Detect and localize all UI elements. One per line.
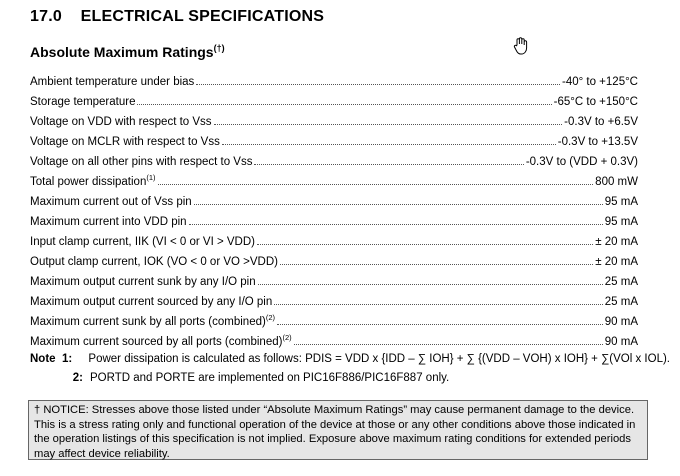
rating-row (30, 268, 638, 288)
dot-leader (196, 84, 560, 85)
rating-label-text: Maximum output current sunk by any I/O pin (30, 276, 256, 288)
rating-value: 90 mA (604, 316, 638, 328)
rating-value: -40° to +125°C (561, 76, 638, 88)
note-text: PORTD and PORTE are implemented on PIC16F886/PIC16F887 only. (90, 371, 450, 384)
rating-label-text: Maximum current sourced by all ports (combined) (30, 336, 283, 348)
rating-label (30, 156, 252, 168)
rating-label (30, 296, 272, 308)
rating-row (30, 68, 638, 88)
dot-leader (222, 144, 556, 145)
rating-label (30, 196, 192, 208)
dot-leader (189, 224, 603, 225)
rating-label-text: Voltage on all other pins with respect to Vss (30, 156, 253, 168)
note-text: Power dissipation is calculated as follows: PDIS = VDD x {IDD – ∑ IOH} + ∑ {(VDD – VOH) x IOH} + ∑(VOl x IOL). (88, 352, 670, 365)
section-number: 17.0 (30, 8, 62, 25)
rating-label (30, 216, 187, 228)
subsection-footnote-marker: (†) (213, 43, 225, 53)
rating-row (30, 288, 638, 308)
rating-label-text: Output clamp current, IOK (VO < 0 or VO >VDD) (30, 256, 278, 268)
rating-label-text: Maximum output current sourced by any I/O pin (30, 296, 273, 308)
rating-value: 95 mA (604, 216, 638, 228)
dot-leader (257, 244, 593, 245)
rating-row (30, 328, 638, 348)
rating-footnote-ref: (1) (146, 173, 156, 182)
rating-value: 95 mA (604, 196, 638, 208)
notice-box: † NOTICE: Stresses above those listed under “Absolute Maximum Ratings” may cause permanent damage to the device. This is a stress rating only and functional operation of the device at those or any other conditions above those indicated in the operation listings of this specification is not implied. Exposure above maximum rating conditions for extended periods may affect device reliability. (28, 400, 648, 460)
rating-label (30, 116, 212, 128)
rating-row (30, 228, 638, 248)
rating-row (30, 168, 638, 188)
rating-value: 90 mA (604, 336, 638, 348)
ratings-list (30, 68, 638, 348)
subsection-heading (30, 43, 225, 60)
dot-leader (258, 284, 603, 285)
rating-footnote-ref: (2) (282, 333, 292, 342)
rating-label (30, 96, 135, 108)
rating-label (30, 276, 256, 288)
dot-leader (277, 324, 603, 325)
rating-value: -0.3V to +13.5V (557, 136, 638, 148)
rating-row (30, 308, 638, 328)
rating-label (30, 313, 275, 328)
rating-row (30, 108, 638, 128)
note-item (30, 349, 670, 368)
rating-row (30, 208, 638, 228)
rating-value: 25 mA (604, 296, 638, 308)
note-number: 1: (62, 352, 73, 365)
rating-label-text: Input clamp current, IIK (VI < 0 or VI > VDD) (30, 236, 255, 248)
notes-block (30, 349, 670, 387)
rating-label (30, 236, 255, 248)
dot-leader (214, 124, 563, 125)
note-number: 2: (72, 371, 83, 384)
rating-label-text: Total power dissipation (30, 176, 147, 188)
section-heading (30, 8, 324, 26)
rating-label-text: Maximum current sunk by all ports (combined) (30, 316, 266, 328)
dot-leader (274, 304, 603, 305)
dot-leader (194, 204, 603, 205)
rating-row (30, 188, 638, 208)
dot-leader (158, 184, 594, 185)
rating-label (30, 333, 292, 348)
rating-label-text: Storage temperature (30, 96, 136, 108)
rating-label-text: Maximum current out of Vss pin (30, 196, 192, 208)
rating-value: 25 mA (604, 276, 638, 288)
rating-label-text: Voltage on VDD with respect to Vss (30, 116, 212, 128)
note-heading: Note (30, 352, 56, 365)
rating-label-text: Voltage on MCLR with respect to Vss (30, 136, 220, 148)
dot-leader (254, 164, 523, 165)
dot-leader (280, 264, 593, 265)
rating-value: 800 mW (595, 176, 638, 188)
rating-footnote-ref: (2) (265, 313, 276, 322)
rating-label-text: Maximum current into VDD pin (30, 216, 187, 228)
hand-pointer-icon (512, 36, 530, 56)
rating-value: -0.3V to +6.5V (564, 116, 638, 128)
rating-label (30, 136, 220, 148)
note-item (30, 368, 670, 387)
rating-label (30, 76, 194, 88)
rating-row (30, 128, 638, 148)
rating-row (30, 248, 638, 268)
rating-label (30, 256, 278, 268)
rating-value: -65°C to +150°C (553, 96, 638, 108)
subsection-title: Absolute Maximum Ratings (30, 44, 214, 60)
dot-leader (294, 344, 603, 345)
rating-row (30, 88, 638, 108)
rating-value: ± 20 mA (595, 256, 638, 268)
rating-label (30, 173, 156, 188)
rating-value: ± 20 mA (595, 236, 638, 248)
rating-value: -0.3V to (VDD + 0.3V) (525, 156, 638, 168)
section-title: ELECTRICAL SPECIFICATIONS (80, 8, 325, 25)
rating-row (30, 148, 638, 168)
rating-label-text: Ambient temperature under bias (30, 76, 195, 88)
dot-leader (137, 104, 551, 105)
